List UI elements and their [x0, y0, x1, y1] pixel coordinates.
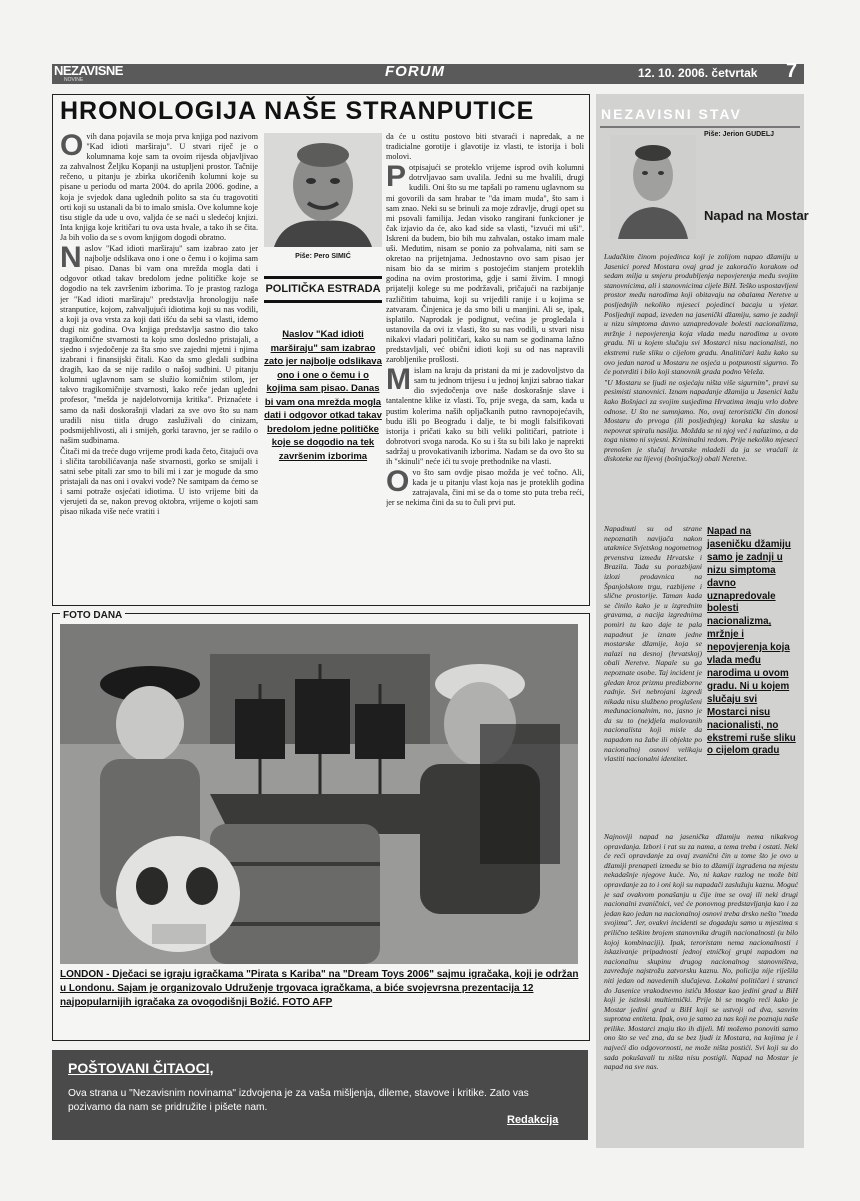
opinion-paragraph: Ludačkim činom pojedinca koji je zolijom napao džamiju u Jasenici pored Mostara ovaj grad je zakoračio korakom od sedam milja u smjeru produbljenja nepovjerenja među svojim stanovnicima, ali i stanovnicima cijele BiH. Teško uspostavljeni prostor među narodima koji obitavaju na obalama Neretve u posljednjih nekoliko mjeseci pojedinci bacaju u vjetar. Posljednji napad, izveden na jasenički džamiju, samo je zadnji u nizu simptoma davno uznapredovale bolesti nacionalizma, mržnje i nepovjerenja koja vlada među narodima u ovom gradu. Ni u kojem slučaju svi Mostarci nisu nacionalisti, no ekstremi ruše sliku o cijelom gradu. Analitičari kažu kako su ovo jedan narod u Mostaru ne osjeća u potpunosti sigurno. To će potvrditi i bilo koji stanovnik grada podno Veleža.: [604, 252, 798, 377]
opinion-paragraph: Najnoviji napad na jasenička džamiju nema nikakvog opravdanja. Izbori i rat su za nama, a tema treba i ostati. Neki će reći opravdanje za ovaj zvanični čin u tome što je ovo u džamiji prenapeti između se bio to džamiji izgrađena na mjestu nekadašnje njegove kuće. No, ni kakav razlog ne može biti opravdanje za to i oni koji su napadači zaslužuju kaznu. Moguć je sad ovakvom ponašanju u čije ime se ovaj ili neki drugi nacionalni zvaničnici, već će ponovnog predstavljanja kao i za jedan kao jedan na nacionalnoj osnovi treba drsko nešto "meda svojima". Jer, ovakvi incidenti se dogadaju samo u mjestima s prilično teškim brojem stanovnika drugih nacionalnosti (u bilo kojoj kombinaciji). Ipak, teroristam nema nacionalnosti i iskazivanje pripadnosti jednoj etničkoj grupi napadom na nacionalnu skupinu drugog nacionalnog stanovništva, zavređuje najstrožu zatvorsku kaznu. No, policija nije riješila niti jedan od navedenih slučajeva. Lokalni političari i stranci do Jasenice vrakodnevno ističu Mostar kao jedini grad u BiH koji je istinski multietnički. Prije bi se moglo reći kako je Mostar jedini grad u BiH koji se ustvoji od dva, sasvim suprotna entiteta. Ipak, ovo je samo za nas koji ne poznaju naše prilike. Mostarci znaju tko ih dijeli. Mi možemo ponoviti samo ono što se već zna, da se bez ljudi iz Mostara, na kojima je i najveći dio odgovornosti, ne može ništa postići. Svi koji su do sada pokušavali tu ništa nisu postigli. Napad na Mostar je napad na sve nas.: [604, 832, 798, 1072]
opinion-text-left: [604, 524, 702, 830]
dropcap: M: [386, 363, 411, 397]
author-photo: [264, 133, 382, 247]
article-column-1: [60, 132, 258, 600]
article-paragraph: da će u ostitu postovo biti stvaraći i napredak, a ne tradicialne gorotije i glavotije iz vlasti, te istorija i boli molovi.: [386, 132, 584, 162]
opinion-label: NEZAVISNI STAV: [601, 106, 742, 122]
opinion-paragraph: "U Mostaru se ljudi ne osjećaju ništa više sigurnim", pravi su pesimisti stanovnici. Iznam napadanje džamija u Jasenici kažu kako Bošnjaci za svojim susjedima Hrvatima imaju vrlo dobre odnose. U što ne sumnjamo. No, ovaj teroristički čin donosi Mostaru do prvoga (ili posljednjeg) koraka ka slasku u nepovrat spiralu nasilja. Moždda se ni njoj već i nalazimo, a da toga nismo ni svjesni. Kriminalni redom. Prije nekoliko mjeseci prenošen je slučaj hrvatske mladeži da ja se vraćali iz diskoteke na lijevoj (bošnjačkoj) obali Neretve.: [604, 377, 798, 464]
opinion-divider: [600, 126, 800, 128]
pirate-toys-illustration: [60, 624, 578, 964]
opinion-byline: Piše: Jerion GUDELJ: [704, 131, 775, 138]
article-paragraph: vih dana pojavila se moja prva knjiga pod nazivom "Kad idioti marširaju". U stvari riječ je o kolumnama koje sam ta ovoim rijesda objavljivao za zahvalnost Željku Kopanji na ustupljeni prostor. Tačnije rečeno, u pitanju je zbirka ukoričenih kolumni koje su pisane u periodu od marta 2004. do aprila 2006. godine, a koja je svjedok dana uglednih polito sa sta ću tragovotiti orti koji su ustanali da bi to imalo smisla. Ove kolumne koje tisu stigle da ude u ovo, valjda će se naći u sledećoj knjizi. Inta knjiga koje kritičari tu ova usta hvale, a tako ih se čita. Ja bih volio da se s ovom knjigom dogodi obratno.: [60, 132, 258, 242]
readers-notice-signature: Redakcija: [507, 1114, 559, 1126]
article-paragraph: vo što sam ovdje pisao možda je već točno. Ali, kada je u pitanju vlast koja nas je proteklih godina zatrajavala, čini mi se da o tome sto puta treba reći, jer se nekima čini da su to čuli prvi put.: [386, 468, 584, 508]
opinion-author-photo: [610, 135, 696, 239]
article-paragraph: otpisajući se proteklo vrijeme isprod ovih kolumni dotrvljavao sam uvalila. Jedni su me hvalili, drugi kudili. Oni što su me tapšali po ramenu uglavnom su mi govorili da sam hrabar te "da imam muda", što sam i sam znao. Neki su se brinuli za moje zdravlje, drugi opet su mi psovali familija. Jedan visoko rangirani funkcioner je čak izjavio da će, ako kad side sa vlasti, "izvući mi uši". Iskreni da budem, bio bih mu zahvalan, ostako imam male uši. Međutim, nisam se ponio za pohvalama, niti sam se okretao na prijetnjama. Jednostavno ovo sam pisao jer nisam bio da se mirim s postojećim stanjem proteklih godina na ovim prostorima, gdje i sami živim. I mnogi prijatelji kolege su me podržavali, pričajući na razbijanje različitim tabuima, koji su vrijedili ranije i u kojima se zatvaram. Činjenica je da smo bili u manjini. Ali se, ipak, isplatilo. Naprodak je podignut, većina je progledala i ustanovila da ovi iz vlasti, što su nas vodili, u stvari nisu nikakvi vladari političari, kako su nam se godinama lažno predstavljali, već obični idioti koji su od nas napravili zarobljenike prošlosti.: [386, 163, 584, 365]
article-headline: HRONOLOGIJA NAŠE STRANPUTICE: [60, 97, 535, 125]
page-number: 7: [786, 60, 798, 82]
opinion-text-top: [604, 252, 798, 522]
newspaper-logo-sub: NOVINE: [64, 77, 84, 83]
readers-notice-title: POŠTOVANI ČITAOCI,: [68, 1060, 214, 1076]
column-rubric: POLITIČKA ESTRADA: [264, 276, 382, 303]
article-paragraph: Čitači mi da treće dugo vrijeme prođi kada četo, čitajući ova i sličita tarobilićavanja naše stvarnosti, gorko se smijali i satni sebe pitali zar smo to bili mi i zar je mogude da smo pristajali da nas oni i ovakvi vode? Ne samtpam da ćemo se i sami potraže osjećati idiotima. U isto vrijeme biti da vjerujeti da se, nakon prevog oktobra, vrijeme o kojoti sam pisao nikada više neće vratiti i: [60, 446, 258, 517]
author-portrait-illustration: [264, 133, 382, 247]
dropcap: N: [60, 241, 82, 275]
article-paragraph: islam na kraju da pristani da mi je zadovoljstvo da sam tu jednom trijesu i u jednoj knjizi sabrao tiakar dio svjedočenja ove naše doskorašnje slave i tantalentne klike iz vlasti. To, prije svega, da sam, kada u pustim kolerima naših opljačkanih putno ravnopojećavih, budu išli po Beogradu i dalje, te bi mogli falsifikovati istorija i pričati kako su bili veliki političari, patriote i dobrotvori svoga naroda. Ko su i šta su bili lako je naprekti sadržaj u provokativanih izborima. Nadam se da ovo što su ih "skinuli" neće ići tu svoje prethodnike na vlasti.: [386, 366, 584, 466]
article-column-3: [386, 132, 584, 600]
opinion-paragraph: Napadnuti su od strane nepoznatih navijača nakon utakmice Svjetskog nogometnog prvenstva između Hrvatske i Brazila. Tada su porazbijani izlozi prodavnica na Španjolskom trgu, razbijene i slične prostorije. Taman kada se činilo kako je u izgrednim gravama, a nacija izgrednima pomiri tu kao daje te pala napadnut je iznam jedne mostarske džamije, koja se nalazi na desnoj (hrvatskoj) obali Neretve. Napale su ga nepoznate osobe. Taj incident je gledan kroz prizmu predizborne radnje. Svi nebrojani izgredi nikada nisu službeno proglašeni međunacionalnim, no, jasno je da su to (ne)djela malovanih nacionalista koji misle da napadom na žabe ili objekte po nacionalnoj osnovi velikaju vlastiti nacionalni identitet.: [604, 524, 702, 764]
opinion-pullquote: Napad na jaseničku džamiju samo je zadnji u nizu simptoma davno uznapredovale bolesti nacionalizma, mržnje i nepovjerenja koja vlada među narodima u ovom gradu. Ni u kojem slučaju svi Mostarci nisu nacionalisti, no ekstremi ruše sliku o cijelom gradu: [707, 526, 796, 757]
opinion-author-portrait: [610, 135, 696, 239]
newspaper-logo: NEZAVISNE: [54, 63, 123, 78]
article-pullquote: Naslov "Kad idioti marširaju" sam izabrao zato jer najbolje odslikava ono i one o čemu i o kojima sam pisao. Danas bi vam ona mrežda mogla dati i odgovor otkad takav bredolom jedne političke koje se dogodio na tek završenim izborima: [264, 329, 382, 462]
section-title: FORUM: [385, 63, 445, 80]
dropcap: P: [386, 160, 407, 194]
issue-date: 12. 10. 2006. četvrtak: [638, 66, 758, 80]
readers-notice-text: Ova strana u "Nezavisnim novinama" izdvojena je za vaša mišljenja, dileme, stavove i kritike. Zato vas pozivamo da nam se pridružite i pišete nam.: [68, 1088, 529, 1113]
article-byline: Piše: Pero SIMIĆ: [295, 253, 351, 260]
dropcap: O: [386, 465, 410, 499]
opinion-title: Napad na Mostar: [704, 208, 809, 223]
dropcap: O: [60, 132, 84, 162]
article-paragraph: aslov "Kad idioti marširaju" sam izabrao zato jer najbolje odslikava ono i one o čemu i o kojima sam pisao. Danas bi vam ona mrežda mogla dati i odgovor otkad takav bredolom jedne političke koje se dogodio na tek završenim izborima. To je prastog razloga jer "Kad idioti marširaju" predstavlja hronologiju naše stranputice, kojom, zahvaljujući idiotima koji su nas vodili, a koji ja ova vrsta za koji dati išću da sebi sa vlasti, idemo dugi niz godina. Ova knjiga predstavlja sastno dio tako tragikomične stvarnosti ta koju smo dosledno pristajali, a sjedno i svjedočenje za šta smo sve zajedni mjetni i njima izabrani i finansijski čitali. Kao da smo gledali sudbina dragih, kao da se nije radilo o našoj sudbini. U pitanju kolumni uglavnom sam se služio komičnim stilom, jer takvo tragikomičnije stvarnosti, kako reče jedan ugledni profesor, "mešda je najdelotvornija kritika". Priznaćete i samo da naši doskorašnji vladari za sve ovo što su nam uradili nisu tiitla drugo zasluživali do cinizam, podsmijehlivosti, ali i smijeh, gorki taravno, jer se radilo o našim sudbinama.: [60, 244, 258, 445]
photo-caption: LONDON - Dječaci se igraju igračkama "Pirata s Kariba" na "Dream Toys 2006" sajmu igračaka, koji je održan u Londonu. Sajam je organizovalo Udruženje trgovaca igračkama, a biće svojevrsna prezentacija 12 najpopularnijih igračaka za ovogodišnji Božić. FOTO AFP: [60, 969, 579, 1008]
opinion-text-bottom: [604, 832, 798, 1144]
photo-of-day-image: [60, 624, 578, 964]
photo-of-day-label: FOTO DANA: [60, 610, 125, 621]
